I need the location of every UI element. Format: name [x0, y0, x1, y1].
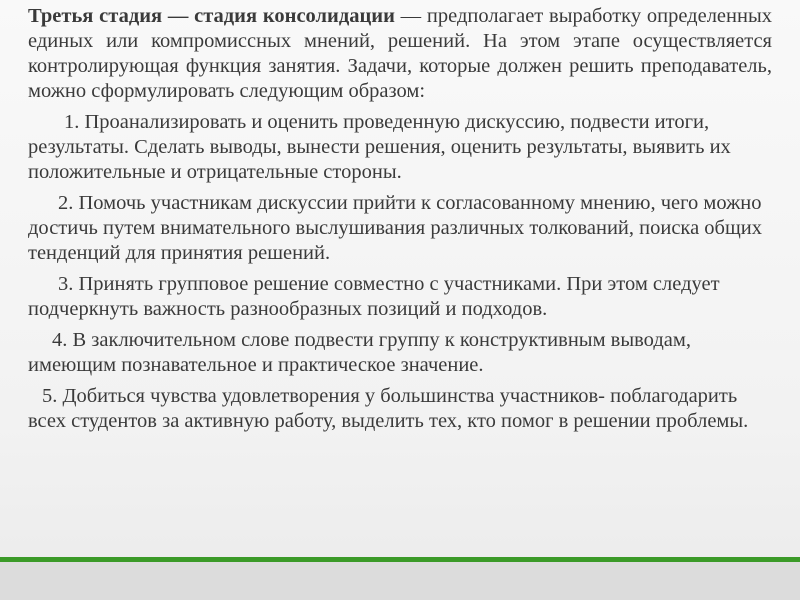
list-item-text: 2. Помочь участникам дискуссии прийти к согласованному мнению, чего можно достичь путем внимательного выслушивания различных толкований, поиска общих тенденций для принятия решений.	[28, 192, 762, 264]
list-item	[28, 328, 772, 378]
list-item	[28, 110, 772, 185]
intro-paragraph	[28, 4, 772, 104]
list-item-text: 5. Добиться чувства удовлетворения у большинства участников- поблагодарить всех студентов за активную работу, выделить тех, кто помог в решении проблемы.	[28, 385, 749, 432]
intro-text: — предполагает выработку определенных единых или компромиссных мнений, решений. На этом этапе осуществляется контролирующая функция занятия. Задачи, которые должен решить преподаватель, можно сформулировать следующим образом:	[28, 5, 772, 102]
list-item	[28, 191, 772, 266]
list-item	[28, 272, 772, 322]
list-item-text: 3. Принять групповое решение совместно с участниками. При этом следует подчеркнуть важность разнообразных позиций и подходов.	[28, 273, 720, 320]
intro-bold-lead: Третья стадия — стадия консолидации	[28, 5, 395, 27]
list-item-text: 4. В заключительном слове подвести группу к конструктивным выводам, имеющим познавательное и практическое значение.	[28, 329, 691, 376]
list-item-text: 1. Проанализировать и оценить проведенную дискуссию, подвести итоги, результаты. Сделать выводы, вынести решения, оценить результаты, выявить их положительные и отрицательные стороны.	[28, 111, 731, 183]
list-item	[28, 384, 772, 434]
slide-body	[28, 4, 772, 440]
footer-bar	[0, 562, 800, 600]
